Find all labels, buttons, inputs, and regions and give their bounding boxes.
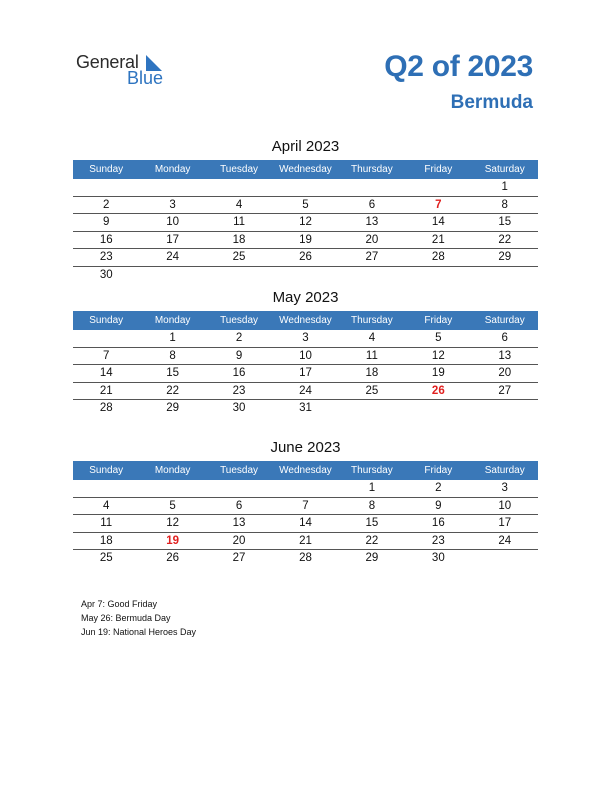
weekday-saturday: Saturday [484,315,525,326]
day-cell [405,179,471,196]
day-cell: 24 [498,534,512,547]
day-cell: 27 [498,384,512,397]
day-cell: 16 [431,517,445,530]
week-row [73,550,538,568]
weekday-saturday: Saturday [484,164,525,175]
day-cell: 28 [99,402,113,415]
day-cell: 17 [299,367,312,380]
day-cell: 16 [99,233,113,246]
weekday-thursday: Thursday [351,164,393,175]
holiday-note: May 26: Bermuda Day [81,613,171,623]
weekday-friday: Friday [424,164,453,175]
day-cell: 14 [299,517,312,530]
day-cell: 1 [501,181,508,193]
weekday-wednesday: Wednesday [279,465,332,476]
weekday-tuesday: Tuesday [220,315,259,326]
day-cell: 14 [431,216,445,229]
day-cell: 23 [99,251,113,264]
day-cell: 8 [368,499,376,512]
day-cell: 25 [232,251,246,264]
day-cell: 18 [365,367,379,380]
day-cell: 30 [99,268,113,281]
weekday-monday: Monday [154,315,191,326]
day-cell: 1 [368,482,376,494]
day-cell: 2 [435,482,442,494]
day-cell: 31 [299,402,312,415]
day-cell: 6 [368,198,376,211]
month-june [73,439,538,568]
day-cell: 12 [299,216,312,229]
day-cell: 27 [232,552,246,565]
day-cell: 11 [365,349,378,362]
day-cell [73,330,139,347]
day-cell [472,400,538,418]
weekday-wednesday: Wednesday [279,164,332,175]
week-row [73,480,538,498]
day-cell: 12 [431,349,445,362]
day-cell: 13 [365,216,379,229]
week-row [73,348,538,366]
day-cell [206,480,272,497]
day-cell: 30 [431,552,445,565]
weekday-friday: Friday [424,465,453,476]
weekday-tuesday: Tuesday [220,465,259,476]
day-cell: 29 [365,552,379,565]
day-cell: 22 [498,233,512,246]
week-row [73,515,538,533]
day-cell: 13 [232,517,246,530]
weekday-header [73,160,538,179]
day-cell [139,179,205,196]
week-row [73,533,538,551]
day-cell: 9 [235,349,243,362]
logo-text-blue: Blue [127,68,164,88]
week-list [73,480,538,568]
weekday-saturday: Saturday [484,465,525,476]
week-row [73,498,538,516]
day-cell [405,400,471,418]
day-cell: 22 [365,534,379,547]
week-row [73,267,538,285]
week-row [73,330,538,348]
day-cell: 30 [232,402,246,415]
week-row [73,249,538,267]
day-cell [139,267,205,285]
day-cell [472,550,538,568]
weekday-thursday: Thursday [351,315,393,326]
day-cell: 17 [498,517,512,530]
day-cell: 16 [232,367,246,380]
day-cell: 19 [299,233,312,246]
day-cell: 15 [498,216,512,229]
day-cell: 6 [235,499,243,512]
day-cell [139,480,205,497]
day-cell [272,480,338,497]
day-cell: 20 [365,233,379,246]
day-cell: 29 [498,251,512,264]
day-cell [339,179,405,196]
week-list [73,179,538,285]
day-cell: 8 [169,349,176,362]
day-cell [73,480,139,497]
day-cell: 6 [501,332,508,344]
day-cell: 13 [498,349,512,362]
day-cell: 4 [368,332,376,344]
day-cell [272,267,338,285]
week-row [73,232,538,250]
holiday-note: Apr 7: Good Friday [81,599,158,609]
day-cell: 21 [299,534,312,547]
day-cell: 26 [299,251,312,264]
day-cell: 21 [431,233,445,246]
day-cell: 4 [235,198,243,211]
weekday-sunday: Sunday [89,315,124,326]
day-cell: 7 [435,198,442,211]
day-cell: 12 [166,517,180,530]
holiday-note: Jun 19: National Heroes Day [81,627,197,637]
day-cell: 24 [166,251,180,264]
day-cell: 17 [166,233,180,246]
day-cell: 14 [99,367,113,380]
day-cell: 3 [501,482,508,494]
day-cell: 2 [103,198,110,211]
day-cell: 28 [299,552,312,565]
day-cell: 11 [100,517,113,530]
month-title: May 2023 [272,289,339,306]
day-cell [405,267,471,285]
day-cell: 5 [302,198,309,211]
day-cell: 10 [299,349,312,362]
day-cell: 19 [431,367,445,380]
day-cell: 19 [166,534,180,547]
day-cell: 22 [166,384,180,397]
day-cell [472,267,538,285]
day-cell: 20 [232,534,246,547]
weekday-friday: Friday [424,315,453,326]
day-cell: 2 [235,332,243,344]
day-cell: 5 [169,499,176,512]
day-cell: 11 [233,216,246,229]
week-row [73,214,538,232]
day-cell: 7 [302,499,309,512]
day-cell: 26 [166,552,180,565]
day-cell: 10 [166,216,180,229]
day-cell: 8 [501,198,508,211]
month-april [73,138,538,285]
day-cell: 18 [232,233,246,246]
day-cell: 28 [431,251,445,264]
day-cell: 23 [232,384,246,397]
weekday-tuesday: Tuesday [220,164,259,175]
day-cell: 23 [431,534,445,547]
week-row [73,400,538,418]
month-title: June 2023 [270,439,341,456]
day-cell: 3 [169,198,176,211]
day-cell [272,179,338,196]
day-cell: 3 [302,332,309,344]
week-list [73,330,538,418]
day-cell: 18 [99,534,113,547]
day-cell: 25 [99,552,113,565]
weekday-sunday: Sunday [89,465,124,476]
week-row [73,197,538,215]
page-subtitle: Bermuda [450,92,533,113]
day-cell: 27 [365,251,379,264]
day-cell: 4 [103,499,110,512]
day-cell: 20 [498,367,512,380]
weekday-wednesday: Wednesday [279,315,332,326]
day-cell: 25 [365,384,379,397]
day-cell [73,179,139,196]
day-cell: 10 [498,499,512,512]
day-cell: 5 [435,332,442,344]
day-cell: 15 [365,517,379,530]
day-cell [206,179,272,196]
day-cell: 1 [169,332,176,344]
day-cell: 29 [166,402,180,415]
day-cell: 24 [299,384,312,397]
day-cell: 9 [103,216,110,229]
day-cell [339,400,405,418]
week-row [73,383,538,401]
day-cell: 9 [435,499,442,512]
day-cell: 26 [431,384,445,397]
weekday-thursday: Thursday [351,465,393,476]
week-row [73,365,538,383]
logo-text-general: General [76,52,139,72]
day-cell: 21 [99,384,113,397]
holiday-notes [81,597,196,639]
page-title: Q2 of 2023 [384,50,533,83]
weekday-header [73,461,538,480]
day-cell: 15 [166,367,180,380]
day-cell: 7 [103,349,110,362]
logo [76,52,176,92]
day-cell [206,267,272,285]
month-may [73,289,538,418]
weekday-header [73,311,538,330]
weekday-monday: Monday [154,465,191,476]
weekday-sunday: Sunday [89,164,124,175]
day-cell [339,267,405,285]
week-row [73,179,538,197]
month-title: April 2023 [271,138,340,155]
weekday-monday: Monday [154,164,191,175]
